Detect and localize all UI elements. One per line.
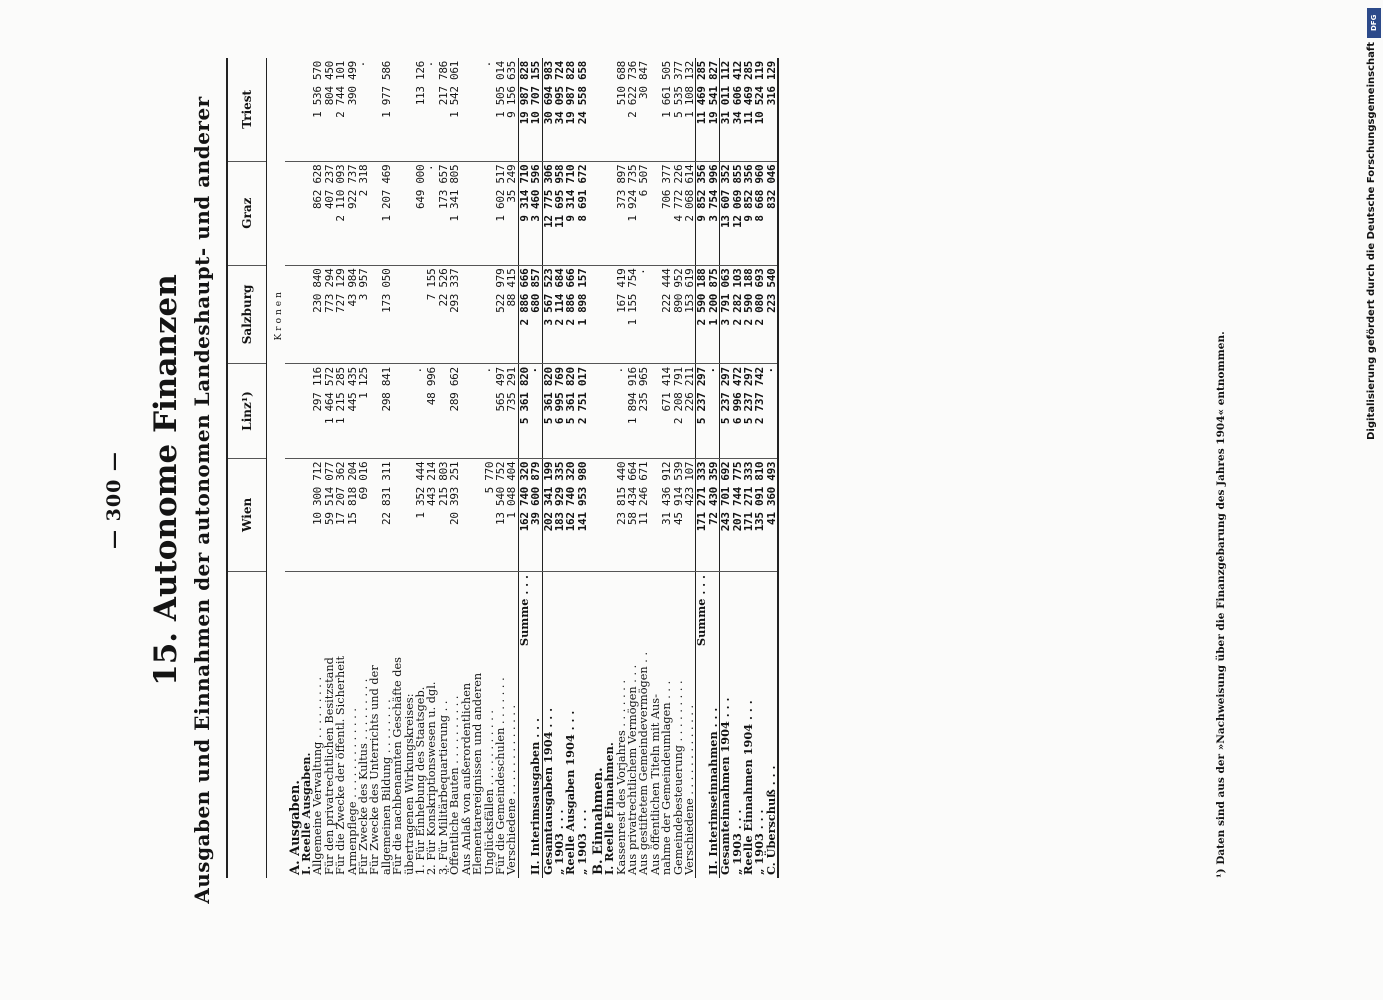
value-cell: 2 590 188 — [696, 265, 708, 364]
value-cell: 1 898 157 — [577, 265, 588, 364]
header-col-salzburg: Salzburg — [227, 265, 267, 364]
row-label: Für die Zwecke der öffentl. Sicherheit — [334, 655, 348, 875]
row-label: Aus Anlaß von außerordentlichen — [459, 682, 473, 875]
value-cell: 20 393 251 — [449, 458, 460, 571]
row-label: allgemeinen Bildung . . . . . . . . — [379, 699, 393, 875]
value-cell: 1 536 570 — [312, 58, 323, 161]
table-row — [392, 58, 403, 878]
value-cell: 862 628 — [312, 161, 323, 265]
value-cell — [285, 161, 301, 265]
value-cell: 289 662 — [449, 364, 460, 459]
value-cell: 8 668 960 — [754, 161, 765, 265]
value-cell: 3 754 996 — [708, 161, 720, 265]
value-cell — [472, 265, 483, 364]
row-label: 3. Für Militärbequartierung . . — [436, 700, 450, 875]
value-cell: 832 046 — [766, 161, 778, 265]
value-cell: 1 125 — [358, 364, 369, 459]
value-cell: 2 282 103 — [732, 265, 743, 364]
table-row — [577, 58, 588, 878]
value-cell: 298 841 — [381, 364, 392, 459]
value-cell — [588, 364, 604, 459]
value-cell: 316 129 — [766, 58, 778, 161]
row-label: B. Einnahmen. — [590, 767, 606, 875]
value-cell: 113 126 — [415, 58, 426, 161]
value-cell: 183 929 335 — [554, 458, 565, 571]
value-cell: 30 694 983 — [542, 58, 554, 161]
dfg-logo-badge: DFG — [1367, 8, 1381, 38]
row-label: „ 1903 . . . — [729, 809, 744, 875]
value-cell: 1 977 586 — [381, 58, 392, 161]
value-cell: 804 450 — [324, 58, 335, 161]
header-col-wien: Wien — [227, 458, 267, 571]
value-cell: 445 435 — [347, 364, 358, 459]
row-label: Allgemeine Verwaltung . . . . . . . . . — [311, 676, 325, 875]
row-label: nahme der Gemeindeumlagen . . . — [660, 680, 674, 875]
value-cell: 1 155 754 — [627, 265, 638, 364]
value-cell: 23 815 440 — [616, 458, 627, 571]
value-cell: 671 414 — [661, 364, 672, 459]
value-cell — [588, 458, 604, 571]
table-row — [661, 58, 672, 878]
value-cell: 1 108 132 — [684, 58, 696, 161]
row-label: Gesamtausgaben 1904 . . . — [542, 572, 554, 879]
value-cell — [588, 161, 604, 265]
value-cell: 5 237 297 — [696, 364, 708, 459]
value-cell — [285, 58, 301, 161]
value-cell: 5 361 820 — [565, 364, 576, 459]
value-cell: 2 110 093 — [335, 161, 346, 265]
table-row — [472, 58, 483, 878]
value-cell: 373 897 — [616, 161, 627, 265]
value-cell — [461, 265, 472, 364]
value-cell — [472, 364, 483, 459]
row-label: Kassenrest des Vorjahres . . . . . . . — [614, 679, 628, 875]
row-label: II. Interimseinnahmen . . . — [705, 707, 720, 875]
value-cell — [392, 161, 403, 265]
value-cell: 5 770 — [484, 458, 495, 571]
value-cell: 773 294 — [324, 265, 335, 364]
value-cell: 4 772 226 — [673, 161, 684, 265]
value-cell — [392, 364, 403, 459]
value-cell: 162 740 320 — [518, 458, 530, 571]
value-cell: 31 436 912 — [661, 458, 672, 571]
value-cell — [472, 458, 483, 571]
value-cell: 423 107 — [684, 458, 696, 571]
unit-label: Kronen — [273, 289, 284, 341]
value-cell: 11 246 671 — [638, 458, 649, 571]
row-label: Verschiedene . . . . . . . . . . . . . — [505, 704, 519, 875]
value-cell: 222 444 — [661, 265, 672, 364]
row-label: Öffentliche Bauten . . . . . . . . . . — [448, 695, 462, 875]
value-cell: 15 818 204 — [347, 458, 358, 571]
value-cell: 215 803 — [438, 458, 449, 571]
value-cell: 59 514 077 — [324, 458, 335, 571]
value-cell: 202 341 199 — [542, 458, 554, 571]
value-cell: 167 419 — [616, 265, 627, 364]
row-label: II. Interimsausgaben . . . — [528, 718, 543, 875]
row-label: 2. Für Konskriptionswesen u. dgl. — [425, 681, 439, 875]
value-cell: 173 050 — [381, 265, 392, 364]
value-cell: 88 415 — [506, 265, 518, 364]
value-cell: 9 314 710 — [565, 161, 576, 265]
value-cell: 1 200 875 — [708, 265, 720, 364]
value-cell: 207 744 775 — [732, 458, 743, 571]
value-cell: 13 540 752 — [495, 458, 506, 571]
value-cell: 680 857 — [530, 265, 542, 364]
value-cell: 6 507 — [638, 161, 649, 265]
value-cell: 293 337 — [449, 265, 460, 364]
value-cell: 649 000 — [415, 161, 426, 265]
page-title: 15. Autonome Finanzen — [148, 274, 184, 686]
value-cell: 11 695 958 — [554, 161, 565, 265]
value-cell — [472, 161, 483, 265]
value-cell: 217 786 — [438, 58, 449, 161]
footnote: ¹) Daten sind aus der »Nachweisung über die Finanzgebarung des Jahres 1904« entnommen. — [1215, 331, 1227, 878]
row-label: „ 1903 . . . — [752, 809, 767, 875]
value-cell — [392, 265, 403, 364]
value-cell — [604, 364, 615, 459]
row-label: Für den privatrechtlichen Besitzstand — [322, 657, 336, 875]
value-cell: 1 215 285 — [335, 364, 346, 459]
value-cell: 5 361 820 — [542, 364, 554, 459]
row-label: Aus gestiftetem Gemeindevermögen . . — [637, 651, 651, 875]
page-number: — 300 — — [103, 451, 125, 549]
value-cell: 43 984 — [347, 265, 358, 364]
value-cell: · — [708, 364, 720, 459]
value-cell: 230 840 — [312, 265, 323, 364]
row-label: Gemeindebesteuerung . . . . . . . . . — [671, 680, 685, 875]
value-cell: 19 987 828 — [518, 58, 530, 161]
value-cell: 8 691 672 — [577, 161, 588, 265]
value-cell: 24 558 658 — [577, 58, 588, 161]
value-cell: · — [415, 364, 426, 459]
value-cell: 10 300 712 — [312, 458, 323, 571]
row-label: Aus privatrechtlichem Vermögen . . . — [625, 664, 639, 875]
value-cell: · — [426, 161, 437, 265]
value-cell: 706 377 — [661, 161, 672, 265]
value-cell: 522 979 — [495, 265, 506, 364]
header-col-graz: Graz — [227, 161, 267, 265]
value-cell: 226 211 — [684, 364, 696, 459]
value-cell: 58 434 664 — [627, 458, 638, 571]
row-label: Aus öffentlichen Titeln mit Aus- — [648, 694, 662, 875]
value-cell: 17 207 362 — [335, 458, 346, 571]
value-cell: 9 852 356 — [696, 161, 708, 265]
row-label: Für die Gemeindeschulen . . . . . . . — [493, 677, 507, 875]
row-label: „ 1903 . . . — [574, 809, 589, 875]
value-cell: 5 535 377 — [673, 58, 684, 161]
finance-table — [226, 58, 779, 878]
row-label: Summe . . . — [696, 572, 708, 879]
value-cell: 3 957 — [358, 265, 369, 364]
value-cell: 2 068 614 — [684, 161, 696, 265]
value-cell: 1 352 444 — [415, 458, 426, 571]
value-cell: 1 661 505 — [661, 58, 672, 161]
value-cell — [285, 364, 301, 459]
value-cell: 69 016 — [358, 458, 369, 571]
row-label: I. Reelle Ausgaben. — [299, 752, 313, 875]
value-cell: 3 460 596 — [530, 161, 542, 265]
value-cell: · — [638, 265, 649, 364]
value-cell — [461, 458, 472, 571]
row-label: Für Zwecke des Unterrichts und der — [368, 665, 382, 875]
value-cell: 3 567 523 — [542, 265, 554, 364]
value-cell — [404, 364, 415, 459]
value-cell: 9 156 635 — [506, 58, 518, 161]
value-cell: 30 847 — [638, 58, 649, 161]
value-cell: 223 540 — [766, 265, 778, 364]
value-cell: 443 214 — [426, 458, 437, 571]
value-cell: 6 995 769 — [554, 364, 565, 459]
value-cell: 7 155 — [426, 265, 437, 364]
value-cell — [404, 265, 415, 364]
value-cell — [604, 265, 615, 364]
value-cell: 5 237 297 — [720, 364, 732, 459]
value-cell: 297 116 — [312, 364, 323, 459]
table-row — [684, 58, 696, 878]
value-cell: 5 361 820 — [518, 364, 530, 459]
value-cell: 1 341 805 — [449, 161, 460, 265]
value-cell: 1 505 014 — [495, 58, 506, 161]
value-cell: 2 590 188 — [743, 265, 754, 364]
value-cell: 407 237 — [324, 161, 335, 265]
row-label: Für die nachbenannten Geschäfte des — [391, 657, 405, 875]
table-row — [506, 58, 518, 878]
value-cell: 2 737 742 — [754, 364, 765, 459]
value-cell: 243 701 692 — [720, 458, 732, 571]
value-cell: 10 524 119 — [754, 58, 765, 161]
row-label: Armenpflege . . . . . . . . . . . . . — [345, 708, 359, 875]
row-label: Elementarereignissen und anderen — [471, 672, 485, 875]
unit-blank — [267, 572, 286, 879]
table-header-row — [227, 58, 267, 878]
value-cell: 235 965 — [638, 364, 649, 459]
value-cell — [588, 265, 604, 364]
value-cell: 2 886 666 — [518, 265, 530, 364]
value-cell: 735 291 — [506, 364, 518, 459]
header-col-linz: Linz¹) — [227, 364, 267, 459]
value-cell — [392, 458, 403, 571]
value-cell: 9 852 356 — [743, 161, 754, 265]
header-col-triest: Triest — [227, 58, 267, 161]
value-cell: 12 775 306 — [542, 161, 554, 265]
value-cell — [461, 364, 472, 459]
value-cell: 19 541 827 — [708, 58, 720, 161]
row-label: C. Überschuß . . . — [766, 572, 778, 879]
value-cell — [285, 458, 301, 571]
value-cell: 890 952 — [673, 265, 684, 364]
value-cell: 11 469 285 — [743, 58, 754, 161]
row-label: Reelle Ausgaben 1904 . . . — [563, 710, 578, 875]
value-cell: 34 095 724 — [554, 58, 565, 161]
table-row — [766, 58, 778, 878]
value-cell — [604, 161, 615, 265]
row-label: Für Zwecke des Kultus . . . . . . . . . — [357, 678, 371, 875]
value-cell: 922 737 — [347, 161, 358, 265]
value-cell: 19 987 828 — [565, 58, 576, 161]
value-cell: 48 996 — [426, 364, 437, 459]
value-cell: 727 129 — [335, 265, 346, 364]
value-cell: 3 791 063 — [720, 265, 732, 364]
value-cell: 13 607 352 — [720, 161, 732, 265]
value-cell: 162 740 320 — [565, 458, 576, 571]
value-cell: 2 080 693 — [754, 265, 765, 364]
value-cell: 2 318 — [358, 161, 369, 265]
value-cell: 2 114 684 — [554, 265, 565, 364]
value-cell: 135 091 810 — [754, 458, 765, 571]
value-cell: 12 069 855 — [732, 161, 743, 265]
value-cell: · — [616, 364, 627, 459]
value-cell: · — [766, 364, 778, 459]
value-cell: 510 688 — [616, 58, 627, 161]
row-label: Gesamteinnahmen 1904 . . . — [720, 572, 732, 879]
row-label: Verschiedene . . . . . . . . . . . . . — [683, 704, 696, 875]
value-cell — [604, 58, 615, 161]
value-cell — [392, 58, 403, 161]
value-cell: · — [484, 58, 495, 161]
value-cell: 173 657 — [438, 161, 449, 265]
value-cell: 9 314 710 — [518, 161, 530, 265]
value-cell: 41 360 493 — [766, 458, 778, 571]
value-cell: 1 048 404 — [506, 458, 518, 571]
value-cell: 35 249 — [506, 161, 518, 265]
row-label: „ 1903 . . . — [551, 809, 566, 875]
table-row — [604, 58, 615, 878]
value-cell: 11 469 285 — [696, 58, 708, 161]
value-cell: 10 707 155 — [530, 58, 542, 161]
value-cell: 1 464 572 — [324, 364, 335, 459]
value-cell: 2 886 666 — [565, 265, 576, 364]
value-cell — [285, 265, 301, 364]
row-label: Reelle Einnahmen 1904 . . . — [741, 700, 756, 875]
value-cell: 2 751 017 — [577, 364, 588, 459]
row-label: Summe . . . — [518, 572, 530, 879]
value-cell: 72 430 359 — [708, 458, 720, 571]
row-label: A. Ausgaben. — [287, 780, 303, 875]
value-cell: 45 914 539 — [673, 458, 684, 571]
value-cell: 390 499 — [347, 58, 358, 161]
value-cell — [588, 58, 604, 161]
row-label: I. Reelle Einnahmen. — [602, 742, 617, 875]
digitization-note: Digitalisierung gefördert durch die Deutsche Forschungsgemeinschaft — [1366, 42, 1377, 440]
row-label: übertragenen Wirkungskreises: — [402, 693, 416, 875]
value-cell — [604, 458, 615, 571]
header-label-cell — [227, 572, 267, 879]
value-cell: · — [530, 364, 542, 459]
value-cell: 22 526 — [438, 265, 449, 364]
value-cell: 31 011 112 — [720, 58, 732, 161]
value-cell: 1 602 517 — [495, 161, 506, 265]
table-row — [449, 58, 460, 878]
table-body — [267, 58, 779, 878]
value-cell: 141 953 980 — [577, 458, 588, 571]
value-cell: 171 271 333 — [696, 458, 708, 571]
value-cell: 2 622 736 — [627, 58, 638, 161]
value-cell: 39 600 879 — [530, 458, 542, 571]
value-cell — [461, 58, 472, 161]
value-cell: 2 744 101 — [335, 58, 346, 161]
value-cell — [472, 58, 483, 161]
value-cell: 6 996 472 — [732, 364, 743, 459]
value-cell: 153 619 — [684, 265, 696, 364]
row-label: 1. Für Einhebung des Staatsgeb. — [414, 686, 428, 875]
value-cell: 2 208 791 — [673, 364, 684, 459]
unit-row — [267, 58, 286, 878]
value-cell: 22 831 311 — [381, 458, 392, 571]
value-cell: 1 207 469 — [381, 161, 392, 265]
value-cell: · — [358, 58, 369, 161]
value-cell: 565 497 — [495, 364, 506, 459]
value-cell: 34 606 412 — [732, 58, 743, 161]
value-cell: · — [484, 364, 495, 459]
value-cell: 5 237 297 — [743, 364, 754, 459]
table-row — [335, 58, 346, 878]
value-cell: 171 271 333 — [743, 458, 754, 571]
value-cell: 1 924 735 — [627, 161, 638, 265]
value-cell: · — [426, 58, 437, 161]
table-row — [720, 58, 732, 878]
value-cell: 1 894 916 — [627, 364, 638, 459]
value-cell: 1 542 061 — [449, 58, 460, 161]
row-label: Unglücksfällen . . . . . . . . . . . — [482, 710, 496, 875]
page-subtitle: Ausgaben und Einnahmen der autonomen Landeshaupt- und anderer — [190, 96, 214, 904]
value-cell — [461, 161, 472, 265]
